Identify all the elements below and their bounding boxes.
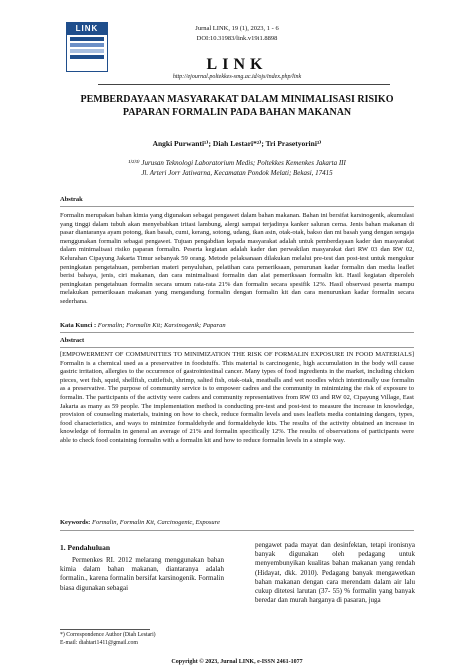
- kata-kunci: [60, 322, 414, 329]
- section-heading: 1. Pendahuluan: [60, 543, 111, 552]
- kata-kunci-value: Formalin; Formalin Kit; Karsinogenik; Paparan: [96, 322, 226, 329]
- abstrak-heading: Abstrak: [60, 196, 83, 203]
- footnote-author: *) Correspondence Author (Diah Lestari): [60, 632, 156, 638]
- body-left-column: Permenkes RI. 2012 melarang menggunakan bahan kimia dalam bahan makanan, diantaranya adalah formalin., karena formalin bersifat karsinogenik. Formalin biasa digunakan sebagai: [60, 556, 224, 592]
- footnote-email: E-mail: diahtari1411@gmail.com: [60, 639, 138, 646]
- footnote-rule: [60, 629, 150, 630]
- affiliation-line: Jl. Arteri Jorr Jatiwarna, Kecamatan Pondok Melati; Bekasi, 17415: [141, 169, 333, 177]
- abstrak-text: Formalin merupakan bahan kimia yang digunakan sebagai pengawet dalam bahan makanan. Bahan ini bersifat karsinogenik, akumulasi yang tinggi dalam tubuh akan menyebabkan iritasi lambung, alergi sampai terjadinya kanker saluran cerna. Jenis bahan makanan di pasar diantaranya ayam potong, ikan basah, cumi, kerang, sotong, udang, ikan asin, otak-otak, bakso dan mi basah yang dengan sengaja menggunakan formalin sebagai pengawet. Tujuan pengabdian kepada masyarakat adalah untuk pemberdayaan kader dan masyarakat dalam minimalisasi risiko paparan formalin. Peserta kegiatan adalah kader dan perwakilan masyarakat dari RW 03 dan RW 02, Kelurahan Cipayung Jakarta Timur sebanyak 59 orang. Metode pelaksanaan dilakukan melalui pre-test dan post-test untuk mengukur peningkatan pengetahuan, pemberian materi penyuluhan, pelatihan cara pemeriksaan, penurunan kadar formalin dan media leaflet berisi bahaya, jenis, ciri makanan, dan cara minimalisasi formalin dan alat pemeriksaan formalin kit. Hasil kegiatan diperoleh peningkatan pengetahuan formalin secara umum rata-rata 21% dan formalin secara spesifik 12%. Hasil observasi peserta mampu melakukan pemeriksaan makanan yang mengandung formalin dengan formalin kit dan cara menurunkan kadar formalin secara sederhana.: [60, 212, 414, 305]
- header-rule: [98, 84, 390, 85]
- authors: Angki Purwanti¹⁾; Diah Lestari*²⁾; Tri Prasetyorini³⁾: [152, 139, 322, 148]
- abstract-heading: Abstract: [60, 337, 85, 344]
- copyright-footer: Copyright © 2023, Jurnal LINK, e-ISSN 2461-1077: [171, 659, 303, 665]
- kata-kunci-label: Kata Kunci :: [60, 322, 97, 329]
- body-right-column: pengawet pada mayat dan desinfektan, tetapi ironisnya banyak digunakan oleh pedagang untuk menyembunyikan kualitas bahan makanan yang rendah (Hidayat, dkk. 2010). Pedagang banyak mengawetkan bahan makanan dengan cara merendam dalam air lalu cukup ditetesi larutan (37- 55) % formalin yang banyak beredar dan murah harganya di pasaran, juga: [255, 541, 415, 605]
- keywords-label: Keywords:: [60, 519, 91, 526]
- logo-text: LINK: [67, 23, 107, 35]
- abstract-rule: [60, 347, 414, 348]
- footnote: [60, 632, 220, 647]
- journal-url[interactable]: http://ejournal.poltekkes-smg.ac.id/ojs/index.php/link: [172, 74, 302, 80]
- keyword-rule: [60, 332, 414, 333]
- keywords-rule: [60, 530, 414, 531]
- affiliations: [0, 158, 474, 178]
- abstrak-rule: [60, 206, 414, 207]
- paper-title: PEMBERDAYAAN MASYARAKAT DALAM MINIMALISASI RISIKO PAPARAN FORMALIN PADA BAHAN MAKANAN: [80, 94, 394, 118]
- journal-brand: LINK: [206, 56, 268, 73]
- affiliation-line: ¹⁾²⁾³⁾ Jurusan Teknologi Laboratorium Medis; Poltekkes Kemenkes Jakarta III: [128, 159, 346, 167]
- journal-line: Jurnal LINK, 19 (1), 2023, 1 - 6: [195, 25, 279, 32]
- doi-line: DOI:10.31983/link.v19i1.8898: [196, 35, 278, 42]
- abstract-text: [EMPOWERMENT OF COMMUNITIES TO MINIMIZATION THE RISK OF FORMALIN EXPOSURE IN FOOD MATERIALS] Formalin is a chemical used as a preservative in foodstuffs. This material is carcinogenic, high accumulation in the body will cause gastric irritation, allergies to the occurrence of gastrointestinal cancer. Many types of food ingredients in the market, including chicken pieces, wet fish, squid, shellfish, cuttlefish, shrimp, salted fish, otak-otak, meatballs and wet noodles which intentionally use formalin as a preservative. The purpose of community service is to empower cadres and the community in minimizing the risk of exposure to formalin. The participants of the activity were cadres and community representatives from RW 03 and RW 02, Cipayung Village, East Jakarta as many as 59 people. The implementation method is conducting pre-test and post-test to measure the increase in knowledge, provision of counseling materials, training on how to check, reduce formalin levels and uses leaflets media containing dangers, types, food characteristics, and ways to minimize formaldehyde and formaldehyde kits. The results of the activity obtained an increase in knowledge of formalin in general an average of 21% and formalin specifically 12%. The results of observations of participants were able to check food containing formalin with a formalin kit and how to reduce formalin levels in a simple way.: [60, 351, 414, 444]
- keywords: [60, 519, 414, 526]
- keywords-value: Formalin, Formalin Kit, Carcinogenic, Exposure: [90, 519, 220, 526]
